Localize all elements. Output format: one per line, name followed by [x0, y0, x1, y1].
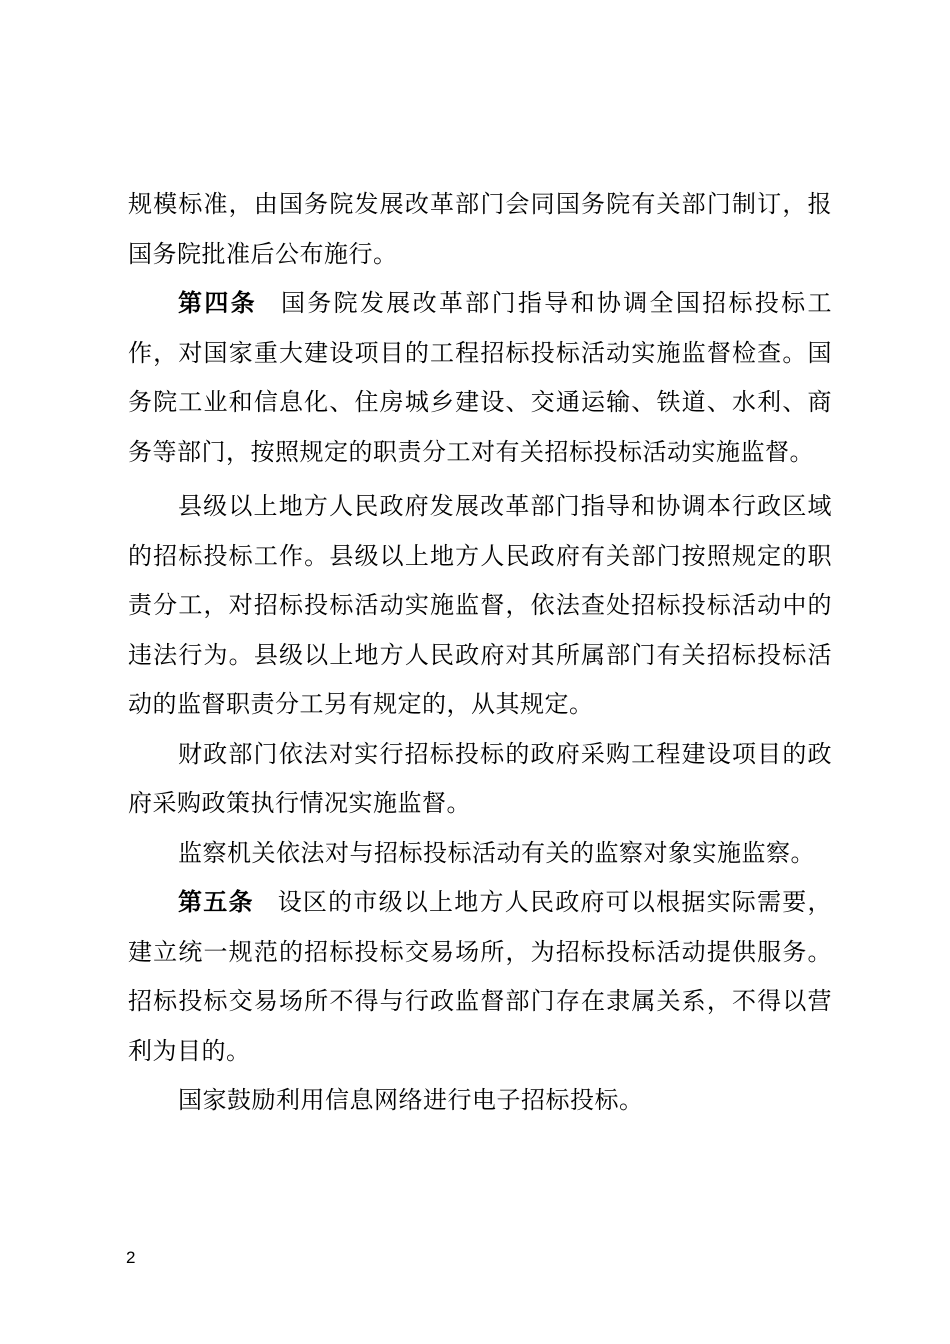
paragraph-text: 国务院发展改革部门指导和协调全国招标投标工作，对国家重大建设项目的工程招标投标活动实施监督检查。国务院工业和信息化、住房城乡建设、交通运输、铁道、水利、商务等部门，按照规定的职责分工对有关招标投标活动实施监督。	[128, 289, 833, 466]
paragraph-local-government	[128, 482, 832, 730]
article-number: 第五条	[178, 888, 254, 916]
paragraph-finance-department	[128, 730, 832, 829]
paragraph-text: 规模标准，由国务院发展改革部门会同国务院有关部门制订，报国务院批准后公布施行。	[128, 190, 832, 268]
paragraph-supervisory-organ	[128, 829, 832, 879]
paragraph-text: 财政部门依法对实行招标投标的政府采购工程建设项目的政府采购政策执行情况实施监督。	[128, 739, 832, 817]
paragraph-continuation	[128, 180, 832, 279]
paragraph-text: 设区的市级以上地方人民政府可以根据实际需要，建立统一规范的招标投标交易场所，为招标投标活动提供服务。招标投标交易场所不得与行政监督部门存在隶属关系，不得以营利为目的。	[128, 888, 832, 1065]
paragraph-electronic-bidding	[128, 1076, 832, 1126]
document-body	[128, 180, 832, 1126]
paragraph-article-5	[128, 878, 832, 1076]
article-number: 第四条	[178, 289, 257, 317]
paragraph-article-4	[128, 279, 832, 477]
page-number: 2	[126, 1248, 136, 1267]
paragraph-text: 县级以上地方人民政府发展改革部门指导和协调本行政区域的招标投标工作。县级以上地方人民政府有关部门按照规定的职责分工，对招标投标活动实施监督，依法查处招标投标活动中的违法行为。县级以上地方人民政府对其所属部门有关招标投标活动的监督职责分工另有规定的，从其规定。	[128, 492, 832, 718]
paragraph-text: 国家鼓励利用信息网络进行电子招标投标。	[178, 1086, 644, 1114]
paragraph-text: 监察机关依法对与招标投标活动有关的监察对象实施监察。	[178, 838, 815, 867]
